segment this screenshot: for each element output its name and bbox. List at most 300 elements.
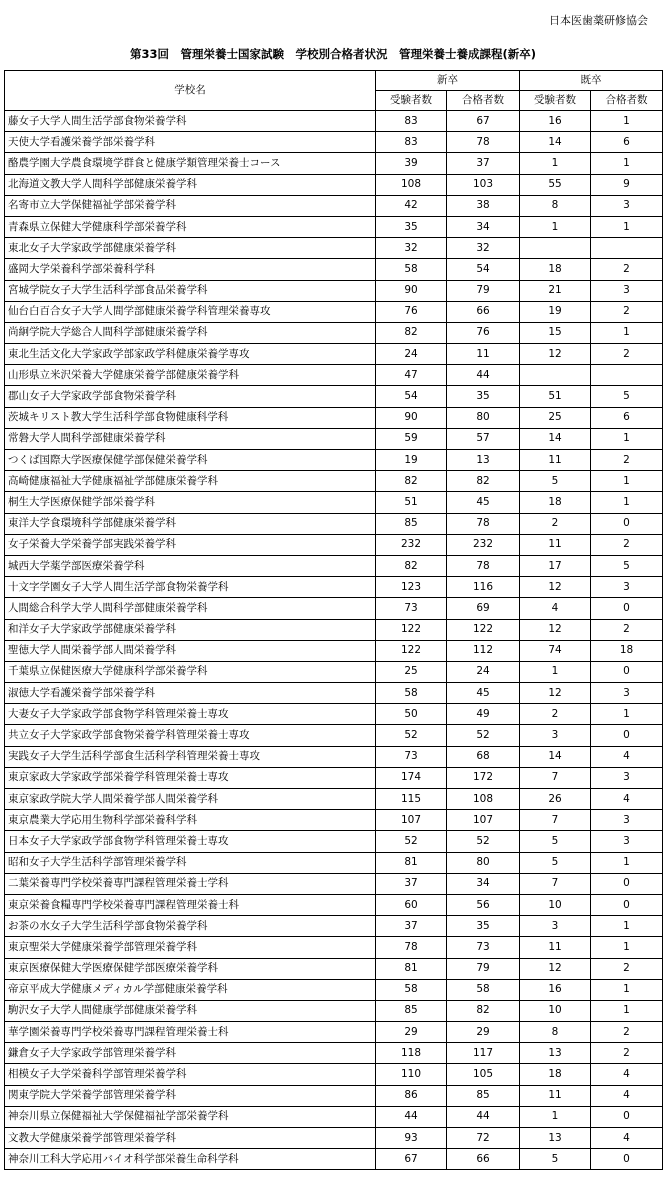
table-row [5,322,663,343]
new-passed-cell: 35 [447,916,520,937]
new-examinees-cell: 47 [376,365,447,386]
school-name-cell: 桐生大学医療保健学部栄養学科 [5,492,376,513]
table-row [5,873,663,894]
new-passed-cell: 117 [447,1043,520,1064]
past-passed-cell: 2 [591,958,663,979]
school-name-cell: 北海道文教大学人間科学部健康栄養学科 [5,174,376,195]
past-examinees-cell: 1 [520,1106,591,1127]
header-past-examinees: 受験者数 [520,91,591,111]
new-passed-cell: 116 [447,577,520,598]
new-passed-cell: 107 [447,810,520,831]
new-examinees-cell: 83 [376,111,447,132]
past-passed-cell: 0 [591,894,663,915]
past-examinees-cell: 13 [520,1043,591,1064]
new-examinees-cell: 51 [376,492,447,513]
school-name-cell: 淑徳大学看護栄養学部栄養学科 [5,683,376,704]
new-examinees-cell: 29 [376,1022,447,1043]
header-past-passed: 合格者数 [591,91,663,111]
past-passed-cell: 2 [591,259,663,280]
new-passed-cell: 56 [447,894,520,915]
new-examinees-cell: 24 [376,344,447,365]
school-name-cell: 尚絅学院大学総合人間科学部健康栄養学科 [5,322,376,343]
school-name-cell: 茨城キリスト教大学生活科学部食物健康科学科 [5,407,376,428]
past-examinees-cell: 13 [520,1128,591,1149]
past-passed-cell: 2 [591,1022,663,1043]
table-row [5,153,663,174]
school-name-cell: 東京聖栄大学健康栄養学部管理栄養学科 [5,937,376,958]
school-name-cell: 東京家政大学家政学部栄養学科管理栄養士専攻 [5,767,376,788]
past-examinees-cell: 7 [520,810,591,831]
new-passed-cell: 35 [447,386,520,407]
school-name-cell: 東京家政学院大学人間栄養学部人間栄養学科 [5,789,376,810]
past-passed-cell: 1 [591,322,663,343]
table-row [5,1085,663,1106]
table-row [5,450,663,471]
school-name-cell: 人間総合科学大学人間科学部健康栄養学科 [5,598,376,619]
school-name-cell: 郡山女子大学家政学部食物栄養学科 [5,386,376,407]
school-name-cell: 山形県立米沢栄養大学健康栄養学部健康栄養学科 [5,365,376,386]
new-examinees-cell: 73 [376,598,447,619]
past-passed-cell: 1 [591,916,663,937]
new-passed-cell: 38 [447,195,520,216]
new-passed-cell: 69 [447,598,520,619]
school-name-cell: お茶の水女子大学生活科学部食物栄養学科 [5,916,376,937]
new-passed-cell: 57 [447,428,520,449]
table-body [5,111,663,1170]
past-examinees-cell: 55 [520,174,591,195]
past-examinees-cell: 10 [520,894,591,915]
table-row [5,365,663,386]
past-examinees-cell: 74 [520,640,591,661]
past-examinees-cell: 18 [520,1064,591,1085]
past-examinees-cell: 14 [520,132,591,153]
new-passed-cell: 52 [447,725,520,746]
past-passed-cell: 1 [591,428,663,449]
table-header [5,71,663,111]
school-name-cell: 和洋女子大学家政学部健康栄養学科 [5,619,376,640]
school-name-cell: 東北生活文化大学家政学部家政学科健康栄養学専攻 [5,344,376,365]
header-new-graduates: 新卒 [376,71,520,91]
past-passed-cell: 2 [591,450,663,471]
new-passed-cell: 44 [447,365,520,386]
past-passed-cell: 5 [591,386,663,407]
table-row [5,238,663,259]
school-name-cell: 東北女子大学家政学部健康栄養学科 [5,238,376,259]
new-passed-cell: 44 [447,1106,520,1127]
new-examinees-cell: 108 [376,174,447,195]
new-passed-cell: 72 [447,1128,520,1149]
past-examinees-cell: 5 [520,471,591,492]
past-examinees-cell: 3 [520,916,591,937]
table-row [5,1043,663,1064]
new-examinees-cell: 73 [376,746,447,767]
table-row [5,598,663,619]
new-examinees-cell: 82 [376,322,447,343]
new-passed-cell: 34 [447,216,520,237]
past-passed-cell: 18 [591,640,663,661]
past-passed-cell [591,238,663,259]
new-examinees-cell: 67 [376,1149,447,1170]
new-examinees-cell: 44 [376,1106,447,1127]
new-examinees-cell: 42 [376,195,447,216]
past-examinees-cell: 1 [520,153,591,174]
school-name-cell: 駒沢女子大学人間健康学部健康栄養学科 [5,1000,376,1021]
new-passed-cell: 112 [447,640,520,661]
school-name-cell: 常磐大学人間科学部健康栄養学科 [5,428,376,449]
past-passed-cell: 2 [591,534,663,555]
new-passed-cell: 32 [447,238,520,259]
new-examinees-cell: 19 [376,450,447,471]
past-passed-cell: 1 [591,1000,663,1021]
table-row [5,979,663,1000]
new-passed-cell: 80 [447,407,520,428]
table-row [5,1149,663,1170]
past-examinees-cell: 4 [520,598,591,619]
past-passed-cell: 1 [591,153,663,174]
past-examinees-cell: 8 [520,195,591,216]
table-row [5,937,663,958]
table-row [5,132,663,153]
new-examinees-cell: 37 [376,873,447,894]
new-passed-cell: 103 [447,174,520,195]
new-passed-cell: 105 [447,1064,520,1085]
past-passed-cell: 3 [591,577,663,598]
school-name-cell: 日本女子大学家政学部食物学科管理栄養士専攻 [5,831,376,852]
new-examinees-cell: 58 [376,259,447,280]
past-examinees-cell: 3 [520,725,591,746]
past-examinees-cell [520,365,591,386]
past-passed-cell: 4 [591,746,663,767]
new-passed-cell: 52 [447,831,520,852]
new-passed-cell: 122 [447,619,520,640]
table-row [5,555,663,576]
past-passed-cell: 4 [591,789,663,810]
school-name-cell: 東京栄養食糧専門学校栄養専門課程管理栄養士科 [5,894,376,915]
new-examinees-cell: 78 [376,937,447,958]
page-title: 第33回 管理栄養士国家試験 学校別合格者状況 管理栄養士養成課程(新卒) [129,47,536,61]
past-examinees-cell: 14 [520,428,591,449]
table-row [5,534,663,555]
new-examinees-cell: 122 [376,619,447,640]
past-passed-cell: 9 [591,174,663,195]
new-examinees-cell: 174 [376,767,447,788]
new-passed-cell: 78 [447,555,520,576]
new-examinees-cell: 118 [376,1043,447,1064]
new-examinees-cell: 59 [376,428,447,449]
new-passed-cell: 108 [447,789,520,810]
new-passed-cell: 79 [447,280,520,301]
school-name-cell: 東京農業大学応用生物科学部栄養科学科 [5,810,376,831]
new-examinees-cell: 115 [376,789,447,810]
past-examinees-cell: 19 [520,301,591,322]
new-examinees-cell: 50 [376,704,447,725]
past-passed-cell: 0 [591,1149,663,1170]
new-passed-cell: 82 [447,1000,520,1021]
new-examinees-cell: 58 [376,979,447,1000]
new-examinees-cell: 110 [376,1064,447,1085]
new-passed-cell: 85 [447,1085,520,1106]
new-examinees-cell: 35 [376,216,447,237]
new-examinees-cell: 54 [376,386,447,407]
school-name-cell: 名寄市立大学保健福祉学部栄養学科 [5,195,376,216]
table-row [5,852,663,873]
past-passed-cell: 2 [591,619,663,640]
past-examinees-cell: 16 [520,979,591,1000]
past-passed-cell: 1 [591,937,663,958]
table-row [5,958,663,979]
new-passed-cell: 11 [447,344,520,365]
school-name-cell: 盛岡大学栄養科学部栄養科学科 [5,259,376,280]
school-name-cell: 神奈川工科大学応用バイオ科学部栄養生命科学科 [5,1149,376,1170]
new-passed-cell: 68 [447,746,520,767]
school-name-cell: 関東学院大学栄養学部管理栄養学科 [5,1085,376,1106]
past-passed-cell [591,365,663,386]
past-passed-cell: 0 [591,661,663,682]
past-passed-cell: 4 [591,1064,663,1085]
new-passed-cell: 172 [447,767,520,788]
school-name-cell: 東京医療保健大学医療保健学部医療栄養学科 [5,958,376,979]
past-passed-cell: 3 [591,195,663,216]
table-row [5,1022,663,1043]
past-passed-cell: 1 [591,492,663,513]
new-examinees-cell: 81 [376,852,447,873]
table-row [5,640,663,661]
past-passed-cell: 4 [591,1128,663,1149]
school-name-cell: 二葉栄養専門学校栄養専門課程管理栄養士学科 [5,873,376,894]
past-examinees-cell: 18 [520,492,591,513]
past-passed-cell: 3 [591,810,663,831]
new-examinees-cell: 39 [376,153,447,174]
table-row [5,1000,663,1021]
past-passed-cell: 3 [591,683,663,704]
new-examinees-cell: 32 [376,238,447,259]
school-name-cell: 高崎健康福祉大学健康福祉学部健康栄養学科 [5,471,376,492]
new-examinees-cell: 82 [376,471,447,492]
table-row [5,746,663,767]
past-examinees-cell: 11 [520,937,591,958]
past-passed-cell: 1 [591,111,663,132]
school-name-cell: 藤女子大学人間生活学部食物栄養学科 [5,111,376,132]
past-examinees-cell [520,238,591,259]
new-examinees-cell: 86 [376,1085,447,1106]
header-new-examinees: 受験者数 [376,91,447,111]
table-row [5,428,663,449]
table-row [5,831,663,852]
past-examinees-cell: 10 [520,1000,591,1021]
table-row [5,1106,663,1127]
past-examinees-cell: 11 [520,534,591,555]
table-row [5,195,663,216]
new-passed-cell: 66 [447,1149,520,1170]
table-row [5,704,663,725]
school-name-cell: 神奈川県立保健福祉大学保健福祉学部栄養学科 [5,1106,376,1127]
past-examinees-cell: 26 [520,789,591,810]
new-examinees-cell: 83 [376,132,447,153]
new-examinees-cell: 90 [376,407,447,428]
new-examinees-cell: 90 [376,280,447,301]
organization-name: 日本医歯薬研修協会 [549,14,648,27]
past-examinees-cell: 15 [520,322,591,343]
table-row [5,111,663,132]
past-examinees-cell: 18 [520,259,591,280]
new-passed-cell: 67 [447,111,520,132]
header-school-name: 学校名 [5,71,376,111]
past-passed-cell: 1 [591,216,663,237]
past-passed-cell: 6 [591,132,663,153]
past-examinees-cell: 12 [520,958,591,979]
new-examinees-cell: 52 [376,831,447,852]
school-name-cell: 共立女子大学家政学部食物栄養学科管理栄養士専攻 [5,725,376,746]
table-row [5,280,663,301]
new-passed-cell: 78 [447,513,520,534]
school-name-cell: 東洋大学食環境科学部健康栄養学科 [5,513,376,534]
past-examinees-cell: 1 [520,216,591,237]
past-examinees-cell: 21 [520,280,591,301]
past-passed-cell: 2 [591,1043,663,1064]
past-passed-cell: 1 [591,852,663,873]
table-row [5,1128,663,1149]
past-passed-cell: 0 [591,1106,663,1127]
new-examinees-cell: 85 [376,513,447,534]
new-passed-cell: 24 [447,661,520,682]
new-passed-cell: 29 [447,1022,520,1043]
table-row [5,407,663,428]
table-row [5,810,663,831]
past-examinees-cell: 5 [520,1149,591,1170]
new-examinees-cell: 52 [376,725,447,746]
school-name-cell: つくば国際大学医療保健学部保健栄養学科 [5,450,376,471]
table-row [5,301,663,322]
new-passed-cell: 66 [447,301,520,322]
school-name-cell: 聖徳大学人間栄養学部人間栄養学科 [5,640,376,661]
past-examinees-cell: 11 [520,450,591,471]
past-passed-cell: 4 [591,1085,663,1106]
school-name-cell: 相模女子大学栄養科学部管理栄養学科 [5,1064,376,1085]
table-row [5,725,663,746]
school-name-cell: 昭和女子大学生活科学部管理栄養学科 [5,852,376,873]
school-name-cell: 十文字学園女子大学人間生活学部食物栄養学科 [5,577,376,598]
past-passed-cell: 0 [591,725,663,746]
school-name-cell: 女子栄養大学栄養学部実践栄養学科 [5,534,376,555]
past-examinees-cell: 11 [520,1085,591,1106]
past-passed-cell: 1 [591,979,663,1000]
new-passed-cell: 232 [447,534,520,555]
header-new-passed: 合格者数 [447,91,520,111]
new-passed-cell: 80 [447,852,520,873]
past-passed-cell: 1 [591,704,663,725]
past-examinees-cell: 12 [520,577,591,598]
past-passed-cell: 6 [591,407,663,428]
new-examinees-cell: 123 [376,577,447,598]
table-row [5,767,663,788]
school-name-cell: 華学園栄養専門学校栄養専門課程管理栄養士科 [5,1022,376,1043]
new-passed-cell: 45 [447,492,520,513]
new-passed-cell: 54 [447,259,520,280]
past-examinees-cell: 12 [520,683,591,704]
table-row [5,1064,663,1085]
school-name-cell: 酪農学園大学農食環境学群食と健康学類管理栄養士コース [5,153,376,174]
table-row [5,894,663,915]
table-row [5,344,663,365]
new-passed-cell: 13 [447,450,520,471]
new-examinees-cell: 25 [376,661,447,682]
past-examinees-cell: 1 [520,661,591,682]
new-examinees-cell: 107 [376,810,447,831]
school-name-cell: 青森県立保健大学健康科学部栄養学科 [5,216,376,237]
new-passed-cell: 73 [447,937,520,958]
past-passed-cell: 0 [591,598,663,619]
past-passed-cell: 2 [591,344,663,365]
past-examinees-cell: 16 [520,111,591,132]
table-row [5,216,663,237]
table-row [5,386,663,407]
school-name-cell: 仙台白百合女子大学人間学部健康栄養学科管理栄養専攻 [5,301,376,322]
new-passed-cell: 76 [447,322,520,343]
past-examinees-cell: 7 [520,767,591,788]
new-passed-cell: 37 [447,153,520,174]
past-examinees-cell: 14 [520,746,591,767]
past-passed-cell: 5 [591,555,663,576]
school-name-cell: 天使大学看護栄養学部栄養学科 [5,132,376,153]
new-examinees-cell: 81 [376,958,447,979]
table-row [5,619,663,640]
table-row [5,513,663,534]
school-name-cell: 帝京平成大学健康メディカル学部健康栄養学科 [5,979,376,1000]
table-row [5,789,663,810]
table-row [5,577,663,598]
new-examinees-cell: 58 [376,683,447,704]
school-name-cell: 城西大学薬学部医療栄養学科 [5,555,376,576]
new-passed-cell: 49 [447,704,520,725]
new-passed-cell: 82 [447,471,520,492]
new-examinees-cell: 76 [376,301,447,322]
past-examinees-cell: 12 [520,344,591,365]
past-passed-cell: 3 [591,280,663,301]
past-examinees-cell: 12 [520,619,591,640]
past-passed-cell: 0 [591,513,663,534]
results-table [4,70,663,1170]
new-passed-cell: 34 [447,873,520,894]
table-row [5,683,663,704]
new-passed-cell: 79 [447,958,520,979]
new-passed-cell: 78 [447,132,520,153]
header-past-graduates: 既卒 [520,71,663,91]
past-passed-cell: 2 [591,301,663,322]
school-name-cell: 文教大学健康栄養学部管理栄養学科 [5,1128,376,1149]
past-examinees-cell: 2 [520,704,591,725]
past-passed-cell: 0 [591,873,663,894]
new-examinees-cell: 82 [376,555,447,576]
table-row [5,661,663,682]
table-row [5,492,663,513]
past-examinees-cell: 51 [520,386,591,407]
school-name-cell: 千葉県立保健医療大学健康科学部栄養学科 [5,661,376,682]
past-examinees-cell: 2 [520,513,591,534]
new-passed-cell: 58 [447,979,520,1000]
table-row [5,174,663,195]
new-examinees-cell: 37 [376,916,447,937]
school-name-cell: 宮城学院女子大学生活科学部食品栄養学科 [5,280,376,301]
new-examinees-cell: 60 [376,894,447,915]
past-examinees-cell: 5 [520,831,591,852]
past-examinees-cell: 7 [520,873,591,894]
table-row [5,259,663,280]
new-passed-cell: 45 [447,683,520,704]
table-row [5,916,663,937]
new-examinees-cell: 85 [376,1000,447,1021]
school-name-cell: 実践女子大学生活科学部食生活科学科管理栄養士専攻 [5,746,376,767]
past-examinees-cell: 25 [520,407,591,428]
